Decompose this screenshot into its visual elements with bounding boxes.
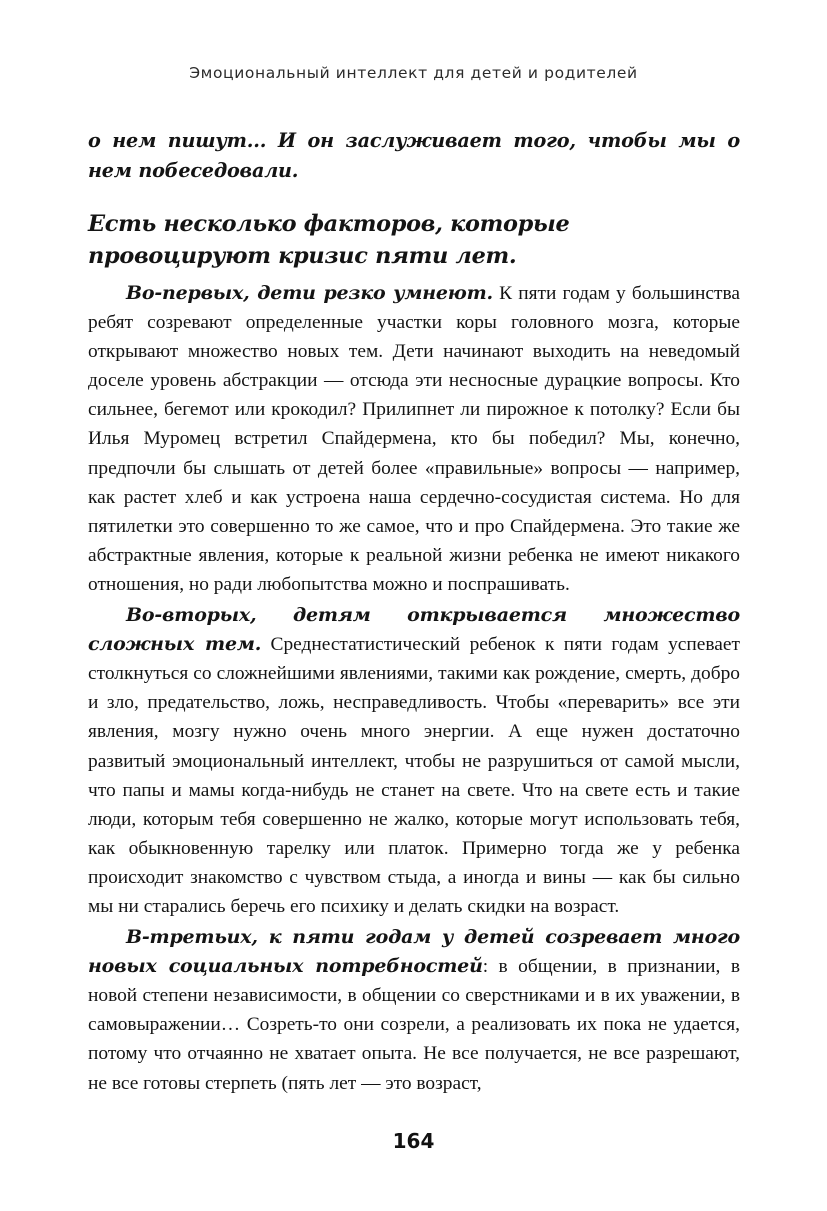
running-head: Эмоциональный интеллект для детей и родителей	[189, 64, 638, 82]
continued-paragraph: о нем пишут... И он заслуживает того, чтобы мы о нем побеседовали.	[88, 129, 740, 182]
paragraph-text-2: Среднестатистический ребенок к пяти годам успевает столкнуться со сложнейшими явлениями, такими как рождение, смерть, добро и зло, предательство, ложь, несправедливость. Чтобы «переварить» все эти явления, мозгу нужно очень много энергии. А еще нужен достаточно развитый эмоциональный интеллект, чтобы не разрушиться от самой мысли, что папы и мамы когда-нибудь не станет на свете. Что на свете есть и такие люди, которым тебя совершенно не жалко, которые могут использовать тебя, как обыкновенную тарелку или платок. Примерно тогда же у ребенка происходит знакомство с чувством стыда, а иногда и вины — как бы сильно мы ни старались беречь его психику и делать скидки на возраст.	[88, 634, 740, 917]
page-content	[88, 126, 740, 1098]
run-in-lead-3: В-третьих, к пяти годам у детей созревает много новых социальных потребностей	[88, 926, 740, 978]
run-in-lead-2: Во-вторых, детям открывается множество сложных тем.	[88, 604, 740, 656]
run-in-lead-1: Во-первых, дети резко умнеют.	[126, 282, 493, 304]
paragraph-text-3: : в общении, в признании, в новой степени независимости, в общении со сверстниками и в их уважении, в самовыражении… Созреть-то они созрели, а реализовать их пока не удается, потому что отчаянно не хватает опыта. Не все получается, не все разрешают, не все готовы стерпеть (пять лет — это возраст,	[88, 956, 740, 1094]
paragraph-first-factor	[88, 279, 740, 599]
paragraph-text-1: К пяти годам у большинства ребят созревают определенные участки коры головного мозга, которые открывают множество новых тем. Дети начинают выходить на неведомый доселе уровень абстракции — отсюда эти несносные дурацкие вопросы. Кто сильнее, бегемот или крокодил? Прилипнет ли пирожное к потолку? Если бы Илья Муромец встретил Спайдермена, кто бы победил? Мы, конечно, предпочли бы слышать от детей более «правильные» вопросы — например, как растет хлеб и как устроена наша сердечно-сосудистая система. Но для пятилетки это совершенно то же самое, что и про Спайдермена. Это такие же абстрактные явления, которые к реальной жизни ребенка не имеют никакого отношения, но ради любопытства можно и поспрашивать.	[88, 283, 740, 595]
page-number: 164	[392, 1129, 435, 1153]
section-heading: Есть несколько факторов, которые провоцируют кризис пяти лет.	[88, 211, 570, 269]
paragraph-third-factor	[88, 923, 740, 1098]
paragraph-second-factor	[88, 601, 740, 921]
